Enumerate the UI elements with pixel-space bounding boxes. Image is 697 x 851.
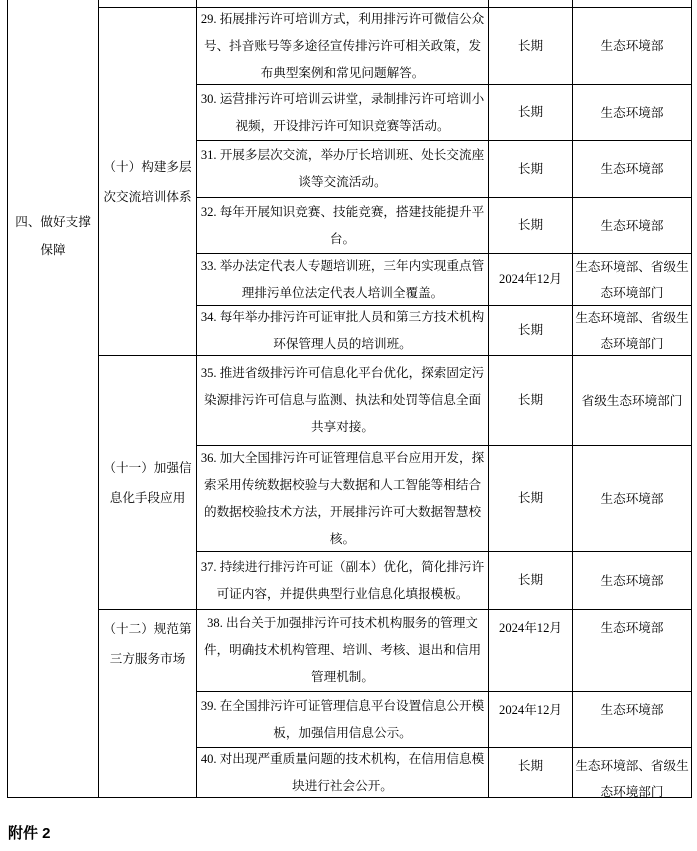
deadline-cell: 2024年12月 [489,254,573,306]
task-cell: 40. 对出现严重质量问题的技术机构，在信用信息模块进行社会公开。 [197,748,489,798]
category-cell: 四、做好支撑保障 [7,0,99,798]
department-cell: 省级生态环境部门 [573,356,692,446]
partial-row-cell [489,0,573,8]
department-cell: 生态环境部、省级生态环境部门 [573,254,692,306]
partial-row-cell [99,0,197,8]
deadline-cell: 长期 [489,552,573,610]
task-cell: 36. 加大全国排污许可证管理信息平台应用开发，探索采用传统数据校验与大数据和人工智能等相结合的数据校验技术方法，开展排污许可大数据智慧校核。 [197,446,489,552]
deadline-cell: 长期 [489,306,573,356]
department-cell: 生态环境部 [573,141,692,198]
department-cell: 生态环境部 [573,198,692,254]
department-cell: 生态环境部 [573,8,692,85]
partial-row-cell [573,0,692,8]
task-cell: 35. 推进省级排污许可信息化平台优化，探索固定污染源排污许可信息与监测、执法和处罚等信息全面共享对接。 [197,356,489,446]
department-cell: 生态环境部 [573,692,692,748]
group-cell-10: （十）构建多层次交流培训体系 [99,8,197,356]
department-cell: 生态环境部 [573,552,692,610]
task-cell: 39. 在全国排污许可证管理信息平台设置信息公开模板，加强信用信息公示。 [197,692,489,748]
deadline-cell: 长期 [489,446,573,552]
department-cell: 生态环境部、省级生态环境部门 [573,306,692,356]
partial-row-cell [197,0,489,8]
task-cell: 29. 拓展排污许可培训方式，利用排污许可微信公众号、抖音账号等多途径宣传排污许可相关政策，发布典型案例和常见问题解答。 [197,8,489,85]
deadline-cell: 长期 [489,748,573,798]
task-cell: 31. 开展多层次交流，举办厅长培训班、处长交流座谈等交流活动。 [197,141,489,198]
group-cell-11: （十一）加强信息化手段应用 [99,356,197,610]
task-cell: 30. 运营排污许可培训云讲堂，录制排污许可培训小视频，开设排污许可知识竞赛等活动。 [197,85,489,141]
deadline-cell: 长期 [489,356,573,446]
deadline-cell: 长期 [489,85,573,141]
deadline-cell: 长期 [489,198,573,254]
action-plan-table [7,0,692,798]
deadline-cell: 2024年12月 [489,610,573,692]
attachment-heading: 附件 2 [8,825,51,842]
task-cell: 37. 持续进行排污许可证（副本）优化，简化排污许可证内容，并提供典型行业信息化填报模板。 [197,552,489,610]
department-cell: 生态环境部 [573,610,692,692]
task-cell: 38. 出台关于加强排污许可技术机构服务的管理文件，明确技术机构管理、培训、考核、退出和信用管理机制。 [197,610,489,692]
deadline-cell: 2024年12月 [489,692,573,748]
department-cell: 生态环境部 [573,85,692,141]
deadline-cell: 长期 [489,8,573,85]
task-cell: 32. 每年开展知识竞赛、技能竞赛，搭建技能提升平台。 [197,198,489,254]
department-cell: 生态环境部 [573,446,692,552]
group-cell-12: （十二）规范第三方服务市场 [99,610,197,798]
deadline-cell: 长期 [489,141,573,198]
department-cell: 生态环境部、省级生态环境部门 [573,748,692,798]
task-cell: 34. 每年举办排污许可证审批人员和第三方技术机构环保管理人员的培训班。 [197,306,489,356]
task-cell: 33. 举办法定代表人专题培训班，三年内实现重点管理排污单位法定代表人培训全覆盖。 [197,254,489,306]
